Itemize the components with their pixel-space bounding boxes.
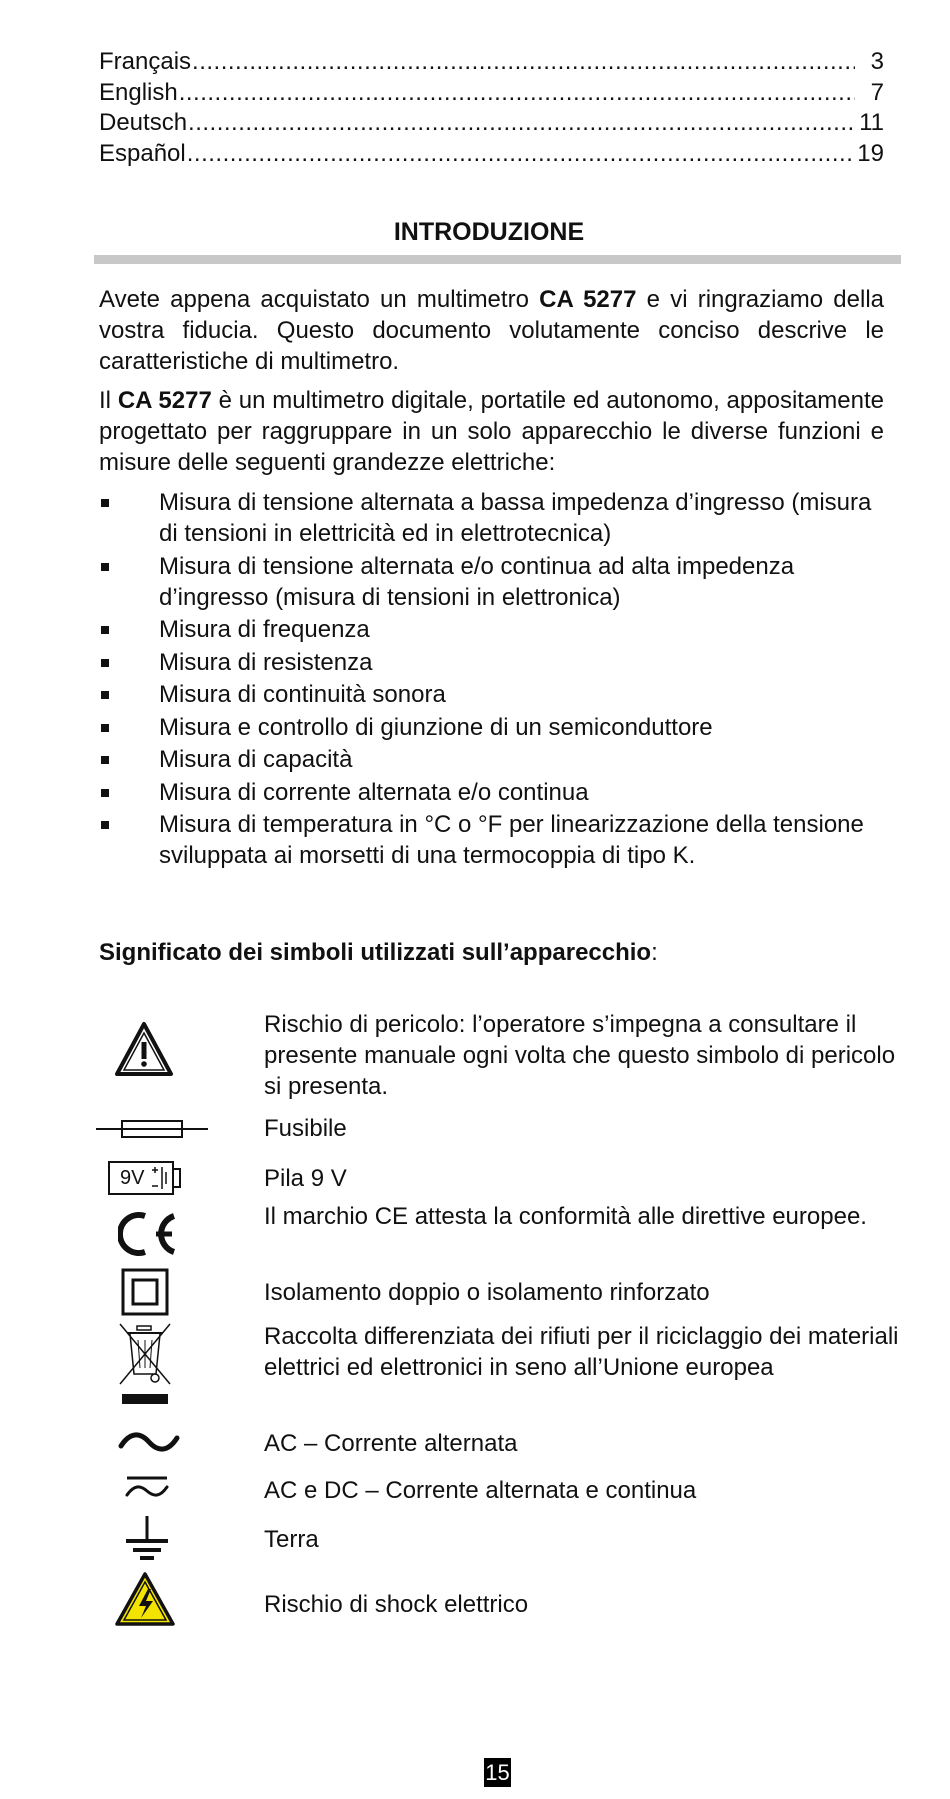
toc-page-number: 11 [859, 109, 884, 136]
warning-triangle-icon [113, 1020, 175, 1078]
ac-wave-icon [118, 1430, 180, 1454]
intro-paragraph-1 [99, 284, 884, 377]
language-index [99, 47, 884, 169]
list-item-text: Misura di capacità [159, 746, 353, 773]
page-number-badge: 15 [485, 1760, 510, 1785]
section-title: INTRODUZIONE [393, 218, 585, 246]
symbols-heading-suffix: : [651, 939, 658, 966]
toc-row-deutsch[interactable] [99, 108, 884, 139]
list-item-text: Misura di corrente alternata e/o continua [159, 778, 589, 806]
toc-language: Español [99, 139, 186, 167]
toc-row-francais[interactable] [99, 47, 884, 78]
symbols-heading-text: Significato dei simboli utilizzati sull’apparecchio [99, 939, 652, 966]
symbol-description: AC e DC – Corrente alternata e continua [264, 1477, 697, 1504]
list-item [99, 777, 884, 808]
toc-leader-dots [188, 108, 855, 139]
toc-language: English [99, 78, 178, 106]
symbol-description: Terra [264, 1526, 319, 1553]
fuse-icon [96, 1118, 208, 1140]
symbol-description: Pila 9 V [264, 1165, 347, 1192]
toc-page-number: 19 [857, 139, 884, 167]
intro-text: Il [99, 387, 118, 414]
crossed-bin-icon [116, 1322, 174, 1406]
bullet-square-icon [101, 756, 109, 764]
toc-leader-dots [187, 139, 855, 170]
bullet-square-icon [101, 626, 109, 634]
ground-icon [125, 1515, 169, 1561]
bullet-square-icon [101, 724, 109, 732]
ce-mark-icon [118, 1210, 178, 1258]
model-name: CA 5277 [117, 387, 212, 414]
list-item [99, 614, 884, 645]
intro-text: è un multimetro digitale, portatile ed autonomo, appositamente progettato per raggruppare in un solo apparecchio le diverse funzioni e misure delle seguenti grandezze elettriche: [99, 387, 884, 476]
list-item [99, 551, 884, 613]
electric-shock-icon [114, 1571, 176, 1627]
list-item-text: Misura di tensione alternata a bassa impedenza d’ingresso (misura di tensioni in elettricità ed in elettrotecnica) [159, 489, 872, 547]
list-item-text: Misura di tensione alternata e/o continua ad alta impedenza d’ingresso (misura di tensioni in elettronica) [159, 552, 795, 611]
list-item [99, 679, 884, 710]
list-item-text: Misura di continuità sonora [159, 681, 446, 708]
toc-leader-dots [192, 47, 855, 78]
toc-row-english[interactable] [99, 78, 884, 109]
list-item [99, 809, 884, 871]
list-item-text: Misura e controllo di giunzione di un semiconduttore [159, 713, 713, 741]
symbol-description: Isolamento doppio o isolamento rinforzato [264, 1279, 710, 1306]
list-item-text: Misura di frequenza [159, 616, 370, 643]
bullet-square-icon [101, 789, 109, 797]
symbol-description: Fusibile [264, 1115, 347, 1142]
toc-page-number: 7 [870, 78, 884, 106]
ac-dc-icon [124, 1474, 170, 1502]
toc-page-number: 3 [870, 48, 884, 75]
double-insulation-icon [121, 1268, 169, 1316]
model-name: CA 5277 [539, 286, 637, 313]
list-item [99, 744, 884, 775]
bullet-square-icon [101, 821, 109, 829]
intro-text: Avete appena acquistato un multimetro [99, 286, 540, 313]
toc-language: Français [99, 48, 192, 75]
intro-paragraph-2 [99, 385, 884, 478]
list-item [99, 712, 884, 743]
symbol-description: Rischio di shock elettrico [264, 1591, 529, 1618]
toc-row-espanol[interactable] [99, 139, 884, 170]
list-item-text: Misura di temperatura in °C o °F per linearizzazione della tensione sviluppata ai morsetti di una termocoppia di tipo K. [159, 811, 864, 869]
bullet-square-icon [101, 691, 109, 699]
list-item [99, 487, 884, 549]
bullet-square-icon [101, 563, 109, 571]
symbol-description: AC – Corrente alternata [264, 1430, 518, 1457]
toc-leader-dots [179, 78, 855, 109]
bullet-square-icon [101, 499, 109, 507]
symbol-description: Il marchio CE attesta la conformità alle direttive europee. [264, 1203, 867, 1230]
bullet-square-icon [101, 659, 109, 667]
intro-text: e vi ringraziamo della vostra fiducia. Questo documento volutamente conciso descrive le caratteristiche di multimetro. [99, 286, 884, 375]
list-item [99, 647, 884, 678]
list-item-text: Misura di resistenza [159, 648, 373, 676]
section-divider [94, 255, 901, 264]
toc-language: Deutsch [99, 109, 188, 136]
symbol-description: Raccolta differenziata dei rifiuti per il riciclaggio dei materiali elettrici ed elettronici in seno all’Unione europea [264, 1323, 899, 1381]
battery-label: 9V [120, 1167, 145, 1189]
symbols-heading [99, 939, 658, 967]
battery-9v-icon [108, 1161, 182, 1195]
functions-list [99, 487, 884, 873]
symbol-description: Rischio di pericolo: l’operatore s’impegna a consultare il presente manuale ogni volta che questo simbolo di pericolo si presenta. [264, 1011, 896, 1100]
